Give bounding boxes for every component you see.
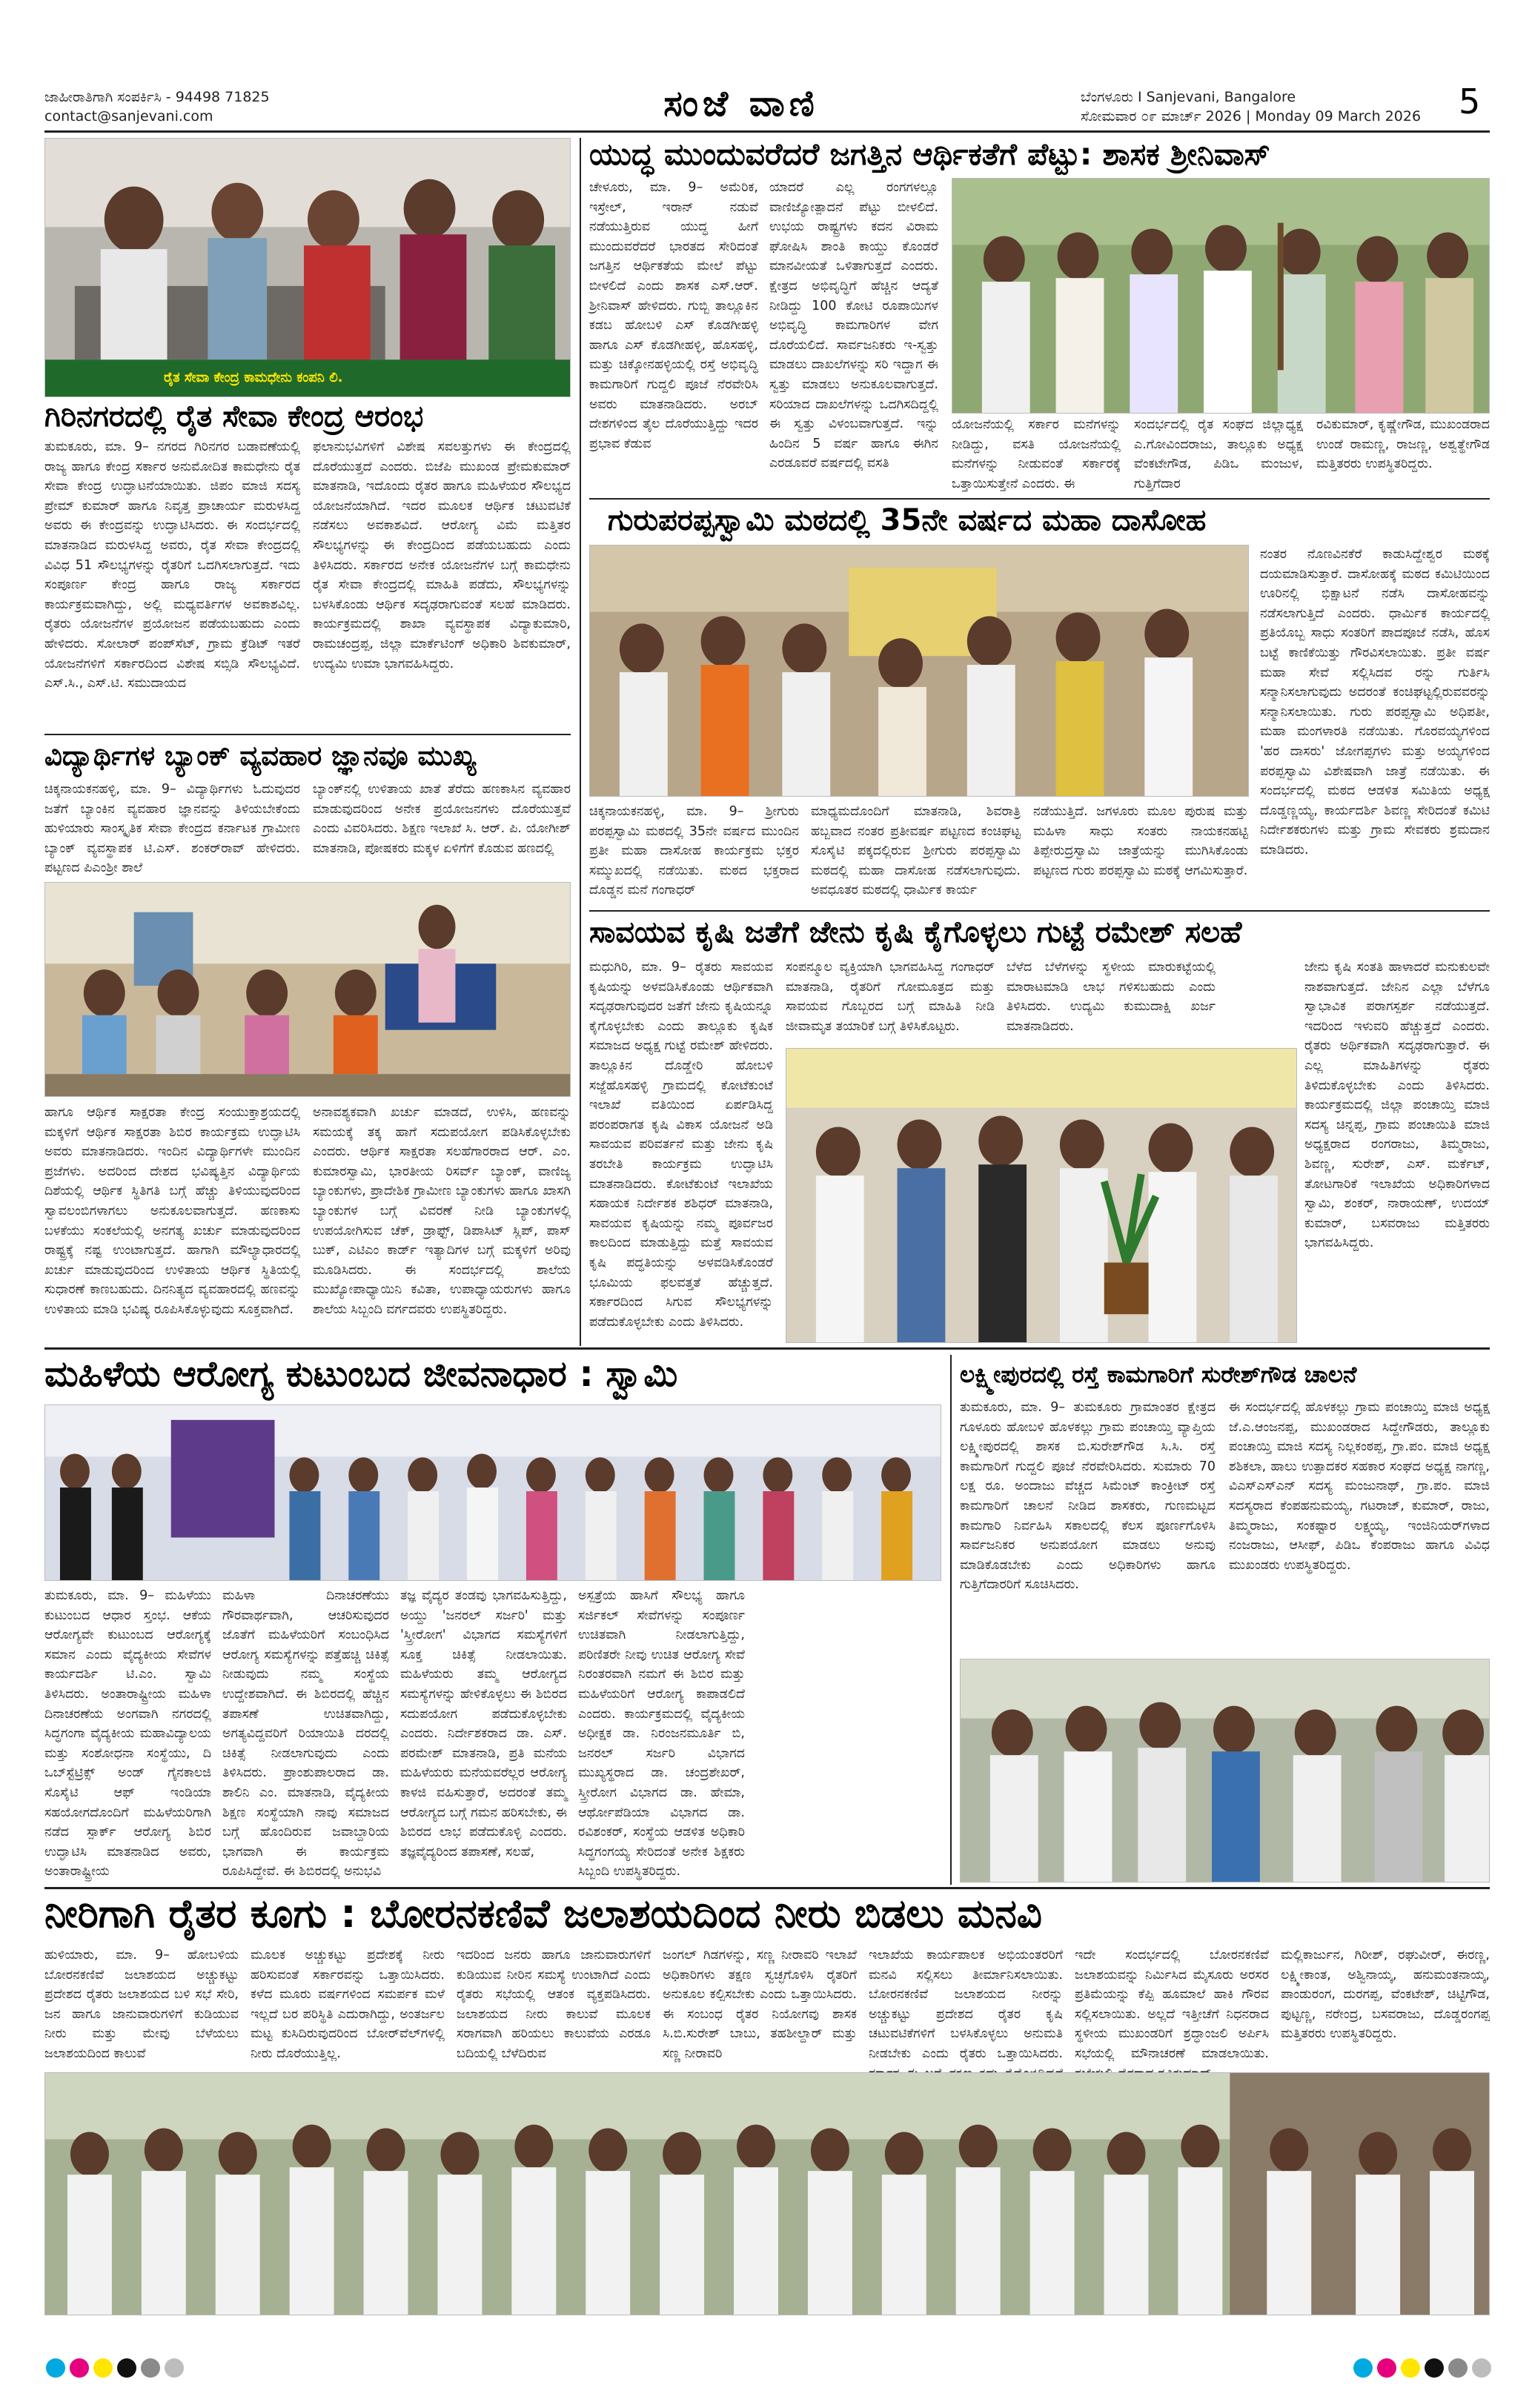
- a6-side-col-b: [756, 1586, 941, 1883]
- color-registration-right: [1353, 2358, 1496, 2381]
- banner-text: ರೈತ ಸೇವಾ ಕೇಂದ್ರ ಕಾಮಧೇನು ಕಂಪನಿ ಲಿ.: [164, 370, 343, 385]
- a1-col1: ಚೇಳೂರು, ಮಾ. 9– ಅಮೆರಿಕ, ಇಸ್ರೇಲ್, ಇರಾನ್ ನಡುವೆ ನಡೆಯುತ್ತಿರುವ ಯುದ್ಧ ಹೀಗೆ ಮುಂದುವರೆದರೆ ಭಾರತದ ಸೇರಿದಂತೆ ಜಗತ್ತಿನ ಆರ್ಥಿಕತೆಯ ಮೇಲೆ ಪೆಟ್ಟು ಬೀಳಲಿದೆ ಎಂದು ಶಾಸಕ ಎಸ್.ಆರ್. ಶ್ರೀನಿವಾಸ್ ಹೇಳಿದರು. ಗುಬ್ಬಿ ತಾಲ್ಲೂಕಿನ ಕಡಬ ಹೋಬಳಿ ಎಸ್ ಕೊಡಗೀಹಳ್ಳಿ ಹಾಗೂ ಎಸ್ ಕೊಡಗೀಹಳ್ಳಿ, ಹೊಸಹಳ್ಳಿ, ಮತ್ತು ಚಿಕ್ಕೋನಹಳ್ಳಿಯಲ್ಲಿ ರಸ್ತೆ ಅಭಿವೃದ್ಧಿ ಕಾಮಗಾರಿಗೆ ಗುದ್ದಲಿ ಪೂಜೆ ನೆರವೇರಿಸಿ ಅವರು ಮಾತನಾಡಿದರು. ಅರಬ್ ದೇಶಗಳಿಂದ ತೈಲ ದೊರೆಯುತ್ತಿದ್ದು ಇದರ ಪ್ರಭಾವ ಕೆಡುವ: [589, 180, 758, 451]
- rule-lower-column: [950, 1355, 952, 1885]
- a5-col1: ಮಧುಗಿರಿ, ಮಾ. 9– ರೈತರು ಸಾವಯವ ಕೃಷಿಯನ್ನು ಅಳವಡಿಸಿಕೊಂಡು ಆರ್ಥಿಕವಾಗಿ ಸದೃಢರಾಗುವುದರ ಜತೆಗೆ ಜೇನು ಕೃಷಿಯನ್ನೂ ಕೈಗೊಳ್ಳಬೇಕು ಎಂದು ತಾಲ್ಲೂಕು ಕೃಷಿಕ ಸಮಾಜದ ಅಧ್ಯಕ್ಷ ಗುಟ್ಟೆ ರಮೇಶ್ ಹೇಳಿದರು. ತಾಲ್ಲೂಕಿನ ದೊಡ್ಡೇರಿ ಹೋಬಳಿ ಸಜ್ಜೆಹೊಸಹಳ್ಳಿ ಗ್ರಾಮದಲ್ಲಿ ಕೋಟೆಕುಂಟೆ ಇಲಾಖೆ ವತಿಯಿಂದ ಏರ್ಪಡಿಸಿದ್ದ ಪರಂಪರಾಗತ ಕೃಷಿ ವಿಕಾಸ ಯೋಜನೆ ಅಡಿ ಸಾವಯವ ಪರಿವರ್ತನೆ ಮತ್ತು ಜೇನು ಕೃಷಿ ತರಬೇತಿ ಕಾರ್ಯಕ್ರಮ ಉದ್ಘಾಟಿಸಿ ಮಾತನಾಡಿದರು. ಕೋಟೆಕುಂಟೆ ಇಲಾಖೆಯ ಸಹಾಯಕ ನಿರ್ದೇಶಕ ಶಶಿಧರ್ ಮಾತನಾಡಿ, ಸಾವಯವ ಕೃಷಿಯನ್ನು ನಮ್ಮ ಪೂರ್ವಜರ ಕಾಲದಿಂದ ಮಾಡುತ್ತಿದ್ದು ಮತ್ತೆ ಸಾವಯವ ಕೃಷಿ ಪದ್ಧತಿಯನ್ನು ಅಳವಡಿಸಿಕೊಂಡರೆ ಭೂಮಿಯ ಫಲವತ್ತತೆ ಹೆಚ್ಚುತ್ತದೆ. ಸರ್ಕಾರದಿಂದ ಸಿಗುವ ಸೌಲಭ್ಯಗಳನ್ನು ಪಡೆದುಕೊಳ್ಳಬೇಕು ಎಂದು ತಿಳಿಸಿದರು.: [589, 960, 773, 1330]
- a8-col2: ಮೂಲಕ ಅಚ್ಚುಕಟ್ಟು ಪ್ರದೇಶಕ್ಕೆ ನೀರು ಹರಿಸುವಂತೆ ಸರ್ಕಾರವನ್ನು ಒತ್ತಾಯಿಸಿದರು. ಕಳೆದ ಮೂರು ವರ್ಷಗಳಿಂದ ಸಮರ್ಪಕ ಮಳೆ ಇಲ್ಲದೆ ಬರ ಪರಿಸ್ಥಿತಿ ಎದುರಾಗಿದ್ದು, ಅಂತರ್ಜಲ ಮಟ್ಟ ಕುಸಿದಿರುವುದರಿಂದ ಬೋರ್‌ವೆಲ್‌ಗಳಲ್ಲಿ ನೀರು ದೊರೆಯುತ್ತಿಲ್ಲ.: [251, 1948, 445, 2061]
- a3-col3: ನಡೆಯುತ್ತಿದೆ. ಜಗಳೂರು ಮೂಲ ಪುರುಷ ಮತ್ತು ಮಹಿಳಾ ಸಾಧು ಸಂತರು ನಾಯಕನಹಟ್ಟಿ ತಿಪ್ಪೇರುದ್ರಸ್ವಾಮಿ ಜಾತ್ರೆಯನ್ನು ಮುಗಿಸಿಕೊಂಡು ಪಟ್ಟಣದ ಗುರು ಪರಪ್ಪಸ್ವಾಮಿ ಮಠಕ್ಕೆ ಆಗಮಿಸುತ್ತಾರೆ.: [1033, 804, 1248, 878]
- headline-a4: ವಿದ್ಯಾರ್ಥಿಗಳ ಬ್ಯಾಂಕ್ ವ್ಯವಹಾರ ಜ್ಞಾನವೂ ಮುಖ್ಯ: [44, 740, 477, 772]
- a1-caption-col1: ಯೋಜನೆಯಲ್ಲಿ ಸರ್ಕಾರ ಮನೆಗಳನ್ನು ನೀಡಿದ್ದು, ವಸತಿ ಯೋಜನೆಯಲ್ಲಿ ಮನೆಗಳನ್ನು ನೀಡುವಂತೆ ಸರ್ಕಾರಕ್ಕೆ ಒತ್ತಾಯಿಸುತ್ತೇನೆ ಎಂದರು. ಈ: [952, 417, 1121, 491]
- a5-col3: ಬೆಳೆದ ಬೆಳೆಗಳನ್ನು ಸ್ಥಳೀಯ ಮಾರುಕಟ್ಟೆಯಲ್ಲಿ ಮಾರಾಟಮಾಡಿ ಲಾಭ ಗಳಿಸಬಹುದು ಎಂದು ತಿಳಿಸಿದರು. ಉದ್ಯಮಿ ಕುಮುದಾಕ್ಷಿ ಖರ್ಜ ಮಾತನಾಡಿದರು.: [1007, 960, 1216, 1034]
- a3-col1: ಚಿಕ್ಕನಾಯಕನಹಳ್ಳಿ, ಮಾ. 9– ಶ್ರೀಗುರು ಪರಪ್ಪಸ್ವಾಮಿ ಮಠದಲ್ಲಿ 35ನೇ ವರ್ಷದ ಮುಂದಿನ ಪ್ರತೀ ಮಹಾ ದಾಸೋಹ ಕಾರ್ಯಕ್ರಮ ಭಕ್ತರ ಸಮ್ಮುಖದಲ್ಲಿ ನಡೆಯಿತು. ಮಠದ ಭಕ್ತರಾದ ದೊಡ್ಡನ ಮನೆ ಗಂಗಾಧರ್: [589, 804, 799, 898]
- a6-col3: ತಜ್ಞ ವೈದ್ಯರ ತಂಡವು ಭಾಗವಹಿಸುತ್ತಿದ್ದು, ಅಯ್ದು 'ಜನರಲ್ ಸರ್ಜರಿ' ಮತ್ತು 'ಸ್ತ್ರೀರೋಗ' ವಿಭಾಗದ ಸಮಸ್ಯೆಗಳಿಗೆ ಸೂಕ್ತ ಚಿಕಿತ್ಸೆ ನೀಡಲಾಯಿತು. ಮಹಿಳೆಯರು ತಮ್ಮ ಆರೋಗ್ಯದ ಸಮಸ್ಯೆಗಳನ್ನು ಹೇಳಿಕೊಳ್ಳಲು ಈ ಶಿಬಿರದ ಸದುಪಯೋಗ ಪಡೆದುಕೊಳ್ಳಬೇಕು ಎಂದರು. ನಿರ್ದೇಶಕರಾದ ಡಾ. ಎಸ್. ಪರಮೇಶ್ ಮಾತನಾಡಿ, ಪ್ರತಿ ಮನೆಯ ಮಹಿಳೆಯರು ಮನೆಯವರೆಲ್ಲರ ಆರೋಗ್ಯ ಕಾಳಜಿ ವಹಿಸುತ್ತಾರೆ, ಅದರಂತೆ ತಮ್ಮ ಆರೋಗ್ಯದ ಬಗ್ಗೆ ಗಮನ ಹರಿಸಬೇಕು, ಈ ಶಿಬಿರದ ಲಾಭ ಪಡೆದುಕೊಳ್ಳಿ ಎಂದರು. ತಜ್ಞವೈದ್ಯರಿಂದ ತಪಾಸಣೆ, ಸಲಹೆ,: [400, 1588, 567, 1860]
- photo-farmers-gathering: [44, 2072, 1490, 2315]
- masthead: [0, 0, 1532, 130]
- a3-side-col: ನಂತರ ನೊಣವಿನಕೆರೆ ಕಾಡುಸಿದ್ದೇಶ್ವರ ಮಠಕ್ಕೆ ದಯಮಾಡಿಸುತ್ತಾರೆ. ದಾಸೋಹಕ್ಕೆ ಮಠದ ಕಮಿಟಿಯಿಂದ ಊರಿನಲ್ಲಿ ಭಿಕ್ಷಾಟನೆ ನಡೆಸಿ ದಾಸೋಹವನ್ನು ನಡೆಸಲಾಗುತ್ತಿದೆ ಎಂದರು. ಧಾರ್ಮಿಕ ಕಾರ್ಯದಲ್ಲಿ ಪ್ರತಿಯೊಬ್ಬ ಸಾಧು ಸಂತರಿಗೆ ಪಾದಪೂಜೆ ನಡೆಸಿ, ಹೊಸ ಬಟ್ಟೆ ಕಾಣಿಕೆಯಿತ್ತು ಗೌರವಿಸಲಾಯಿತು. ಪ್ರತೀ ವರ್ಷ ಮಹಾ ಸೇವೆ ಸಲ್ಲಿಸಿದವ ರನ್ನು ಗುರ್ತಿಸಿ ಸನ್ಮಾನಿಸಲಾಗುವುದು ಅದರಂತೆ ಕಂಚಿಘಟ್ಟಲ್ಲಿರುವವರನ್ನು ಸನ್ಮಾನಿಸಲಾಯಿತು. ಗುರು ಪರಪ್ಪಸ್ವಾಮಿ ಅಧಿಪತೀ, ಮಹಾ ಮಂಗಳಾರತಿ ನಡೆಯಿತು. ಗೊರವಯ್ಯಗಳಿಂದ 'ಹರ ದಾಸರು' ಜೋಗಪ್ಪಗಳು ಮತ್ತು ಅಯ್ಯಗಳಿಂದ ಪರಪ್ಪಸ್ವಾಮಿ ವಿಶೇಷವಾಗಿ ಜಾತ್ರೆ ನಡೆಯಿತು. ಈ ಸಂದರ್ಭದಲ್ಲಿ ಮಠದ ಆಡಳಿತ ಸಮಿತಿಯ ಅಧ್ಯಕ್ಷ ದೊಡ್ಡಣ್ಣಯ್ಯ, ಕಾರ್ಯದರ್ಶಿ ಶಿವಣ್ಣ ಸೇರಿದಂತೆ ಕಮಿಟಿ ನಿರ್ದೇಶಕರುಗಳು ಮತ್ತು ಗ್ರಾಮ ಸೇವಕರು ಶ್ರಮದಾನ ಮಾಡಿದರು.: [1260, 547, 1490, 858]
- a7-col1: ತುಮಕೂರು, ಮಾ. 9– ತುಮಕೂರು ಗ್ರಾಮಾಂತರ ಕ್ಷೇತ್ರದ ಗೂಳೂರು ಹೋಬಳಿ ಹೊಳಕಲ್ಲು ಗ್ರಾಮ ಪಂಚಾಯ್ತಿ ವ್ಯಾಪ್ತಿಯ ಲಕ್ಷ್ಮೀಪುರದಲ್ಲಿ ಶಾಸಕ ಬಿ.ಸುರೇಶ್‌ಗೌಡ ಸಿ.ಸಿ. ರಸ್ತೆ ಕಾಮಗಾರಿಗೆ ಗುದ್ದಲಿ ಪೂಜೆ ನೆರವೇರಿಸಿದರು. ಸುಮಾರು 70 ಲಕ್ಷ ರೂ. ಅಂದಾಜು ವೆಚ್ಚದ ಸಿಮೆಂಟ್ ಕಾಂಕ್ರೀಟ್ ರಸ್ತೆ ಕಾಮಗಾರಿಗೆ ಚಾಲನೆ ನೀಡಿದ ಶಾಸಕರು, ಗುಣಮಟ್ಟದ ಕಾಮಗಾರಿ ನಿರ್ವಹಿಸಿ ಸಕಾಲದಲ್ಲಿ ಕೆಲಸ ಪೂರ್ಣಗೊಳಿಸಿ ಸಾರ್ವಜನಿಕರ ಅನುಪಯೋಗ ಮಾಡಲು ಅನುವು ಮಾಡಿಕೊಡಬೇಕು ಎಂದು ಅಧಿಕಾರಿಗಳು ಹಾಗೂ ಗುತ್ತಿಗೆದಾರರಿಗೆ ಸೂಚಿಸಿದರು.: [960, 1400, 1216, 1593]
- a4-col4: ಅನಾವಶ್ಯಕವಾಗಿ ಖರ್ಚು ಮಾಡದೆ, ಉಳಿಸಿ, ಹಣವನ್ನು ಸಮಯಕ್ಕೆ ತಕ್ಕ ಹಾಗೆ ಸದುಪಯೋಗ ಪಡಿಸಿಕೊಳ್ಳಬೇಕು ಎಂದರು. ಆರ್ಥಿಕ ಸಾಕ್ಷರತಾ ಸಲಹೆಗಾರರಾದ ಆರ್. ಎಂ. ಕುಮಾರಸ್ವಾಮಿ, ಭಾರತೀಯ ರಿಸರ್ವ್ ಬ್ಯಾಂಕ್, ವಾಣಿಜ್ಯ ಬ್ಯಾಂಕುಗಳು, ಪ್ರಾದೇಶಿಕ ಗ್ರಾಮೀಣ ಬ್ಯಾಂಕುಗಳು ಹಾಗೂ ಖಾಸಗಿ ಬ್ಯಾಂಕುಗಳ ಬಗ್ಗೆ ವಿವರಣೆ ನೀಡಿ ಬ್ಯಾಂಕುಗಳಲ್ಲಿ ಉಪಯೋಗಿಸುವ ಚೆಕ್, ಡ್ರಾಫ್ಟ್, ಡಿಪಾಸಿಟ್ ಸ್ಲಿಪ್, ಪಾಸ್ ಬುಕ್, ಎಟಿಎಂ ಕಾರ್ಡ್ ಇತ್ಯಾದಿಗಳ ಬಗ್ಗೆ ಮಕ್ಕಳಿಗೆ ಅರಿವು ಮೂಡಿಸಿದರು. ಈ ಸಂದರ್ಭದಲ್ಲಿ ಶಾಲೆಯ ಮುಖ್ಯೋಪಾಧ್ಯಾಯಿನಿ ಕವಿತಾ, ಉಪಾಧ್ಯಾಯರುಗಳು ಹಾಗೂ ಶಾಲೆಯ ಸಿಬ್ಬಂದಿ ವರ್ಗದವರು ಉಪಸ್ಥಿತರಿದ್ದರು.: [313, 1105, 571, 1317]
- masthead-rule: [44, 130, 1490, 133]
- date-line: ಸೋಮವಾರ ೦೯ ಮಾರ್ಚ್ 2026 | Monday 09 March 2026: [1081, 108, 1422, 125]
- a5-col2: ಸಂಪನ್ಮೂಲ ವ್ಯಕ್ತಿಯಾಗಿ ಭಾಗವಹಿಸಿದ್ದ ಗಂಗಾಧರ್ ಮಾತನಾಡಿ, ರೈತರಿಗೆ ಗೋಮೂತ್ರದ ಮತ್ತು ಸಾವಯವ ಗೊಬ್ಬರದ ಬಗ್ಗೆ ಮಾಹಿತಿ ನೀಡಿ ಜೀವಾಮೃತ ತಯಾರಿಕೆ ಬಗ್ಗೆ ತಿಳಿಸಿಕೊಟ್ಟರು.: [786, 960, 995, 1034]
- photo-bank-awareness-class: [44, 882, 571, 1097]
- light-gray-dot: [1472, 2358, 1491, 2378]
- headline-a5: ಸಾವಯವ ಕೃಷಿ ಜತೆಗೆ ಜೇನು ಕೃಷಿ ಕೈಗೊಳ್ಳಲು ಗುಟ್ಟೆ ರಮೇಶ್ ಸಲಹೆ: [589, 915, 1242, 949]
- rule-a1-bottom: [589, 498, 1490, 500]
- a8-col5: ಇಲಾಖೆಯ ಕಾರ್ಯಪಾಲಕ ಅಭಿಯಂತರರಿಗೆ ಮನವಿ ಸಲ್ಲಿಸಲು ತೀರ್ಮಾನಿಸಲಾಯಿತು. ಬೋರನಕಣಿವೆ ಜಲಾಶಯದ ನೀರನ್ನು ಅಚ್ಚುಕಟ್ಟು ಪ್ರದೇಶದ ರೈತರ ಕೃಷಿ ಚಟುವಟಿಕೆಗಳಿಗೆ ಬಳಸಿಕೊಳ್ಳಲು ಅನುಮತಿ ನೀಡಬೇಕು ಎಂದು ರೈತರು ಒತ್ತಾಯಿಸಿದರು.: [869, 1948, 1063, 2061]
- cyan-dot: [1353, 2358, 1373, 2378]
- a2-col2: ಫಲಾನುಭವಿಗಳಿಗೆ ವಿಶೇಷ ಸವಲತ್ತುಗಳು ಈ ಕೇಂದ್ರದಲ್ಲಿ ದೊರೆಯುತ್ತದೆ ಎಂದರು. ಬಿಜೆಪಿ ಮುಖಂಡ ಪ್ರೇಮಕುಮಾರ್ ಮಾತನಾಡಿ, ಇದೊಂದು ರೈತರ ಹಾಗೂ ಮಹಿಳೆಯರ ಸೌಲಭ್ಯದ ಯೋಜನೆಯಾಗಿದೆ. ಇದರ ಮೂಲಕ ಆರ್ಥಿಕ ಚಟುವಟಿಕೆ ನಡೆಸಲು ಅವಕಾಶವಿದೆ. ಆರೋಗ್ಯ ವಿಮೆ ಮತ್ತಿತರ ಸೌಲಭ್ಯಗಳನ್ನು ಈ ಕೇಂದ್ರದಿಂದ ಪಡೆಯಬಹುದು ಎಂದು ತಿಳಿಸಿದರು. ಸರ್ಕಾರದ ಅನೇಕ ಯೋಜನೆಗಳ ಬಗ್ಗೆ ಕಾಮಧೇನು ರೈತ ಸೇವಾ ಕೇಂದ್ರದಲ್ಲಿ ಮಾಹಿತಿ ಪಡೆದು, ಸೌಲಭ್ಯಗಳನ್ನು ಬಳಸಿಕೊಂಡು ಆರ್ಥಿಕ ಸದೃಢರಾಗುವಂತೆ ಸಲಹೆ ಮಾಡಿದರು. ಕಾರ್ಯಕ್ರಮದಲ್ಲಿ ಶಾಖಾ ವ್ಯವಸ್ಥಾಪಕ ವಿದ್ಯಾಕುಮಾರಿ, ರಾಮಚಂದ್ರಪ್ಪ, ಜಿಲ್ಲಾ ಮಾರ್ಕೆಟಿಂಗ್ ಅಧಿಕಾರಿ ಶಿವಕುಮಾರ್, ಉದ್ಯಮಿ ಉಮಾ ಭಾಗವಹಿಸಿದ್ದರು.: [313, 440, 571, 671]
- a2-col1: ತುಮಕೂರು, ಮಾ. 9– ನಗರದ ಗಿರಿನಗರ ಬಡಾವಣೆಯಲ್ಲಿ ರಾಜ್ಯ ಹಾಗೂ ಕೇಂದ್ರ ಸರ್ಕಾರ ಅನುಮೋದಿತ ಕಾಮಧೇನು ರೈತ ಸೇವಾ ಕೇಂದ್ರ ಉದ್ಘಾಟನೆಯಾಯಿತು. ಜಿಪಂ ಮಾಜಿ ಸದಸ್ಯ ಪ್ರೇಮ್ ಕುಮಾರ್ ಹಾಗೂ ನಿವೃತ್ತ ಪ್ರಾಚಾರ್ಯ ಮರುಳಸಿದ್ದ ಅವರು ಈ ಕೇಂದ್ರವನ್ನು ಉದ್ಘಾಟಿಸಿದರು. ಈ ಸಂದರ್ಭದಲ್ಲಿ ಮಾತನಾಡಿದ ಮರುಳಸಿದ್ದ ಅವರು, ರೈತ ಸೇವಾ ಕೇಂದ್ರದಲ್ಲಿ ವಿವಿಧ 51 ಸೌಲಭ್ಯಗಳನ್ನು ರೈತರಿಗೆ ಒದಗಿಸಲಾಗುತ್ತದೆ. ಇದು ಸಂಪೂರ್ಣ ಕೇಂದ್ರ ಹಾಗೂ ರಾಜ್ಯ ಸರ್ಕಾರದ ಕಾರ್ಯಕ್ರಮವಾಗಿದ್ದು, ಅಲ್ಲಿ ಮಧ್ಯವರ್ತಿಗಳ ಅವಕಾಶವಿಲ್ಲ. ರೈತರು ಯೋಜನೆಗಳ ಪ್ರಯೋಜನ ಪಡೆಯಬಹುದು ಎಂದು ಹೇಳಿದರು. ಸೋಲಾರ್ ಪಂಪ್‌ಸೆಟ್, ಗ್ರಾಮ ಕ್ರೆಡಿಟ್ ಇತರೆ ಯೋಜನೆಗಳಿಗೆ ಸರ್ಕಾರದಿಂದ ವಿಶೇಷ ಸಬ್ಸಿಡಿ ಸೌಲಭ್ಯವಿದೆ. ಎಸ್.ಸಿ., ಎಸ್.ಟಿ. ಸಮುದಾಯದ: [44, 440, 300, 691]
- photo-road-work-pooja: [960, 1659, 1490, 1883]
- a4-col1: ಚಿಕ್ಕನಾಯಕನಹಳ್ಳಿ, ಮಾ. 9– ವಿದ್ಯಾರ್ಥಿಗಳು ಓದುವುದರ ಜತೆಗೆ ಬ್ಯಾಂಕಿನ ವ್ಯವಹಾರ ಜ್ಞಾನವನ್ನು ತಿಳಿಯಬೇಕೆಂದು ಹುಳಿಯಾರು ಸಾಂಸ್ಕೃತಿಕ ಸೇವಾ ಕೇಂದ್ರದ ಕರ್ನಾಟಕ ಗ್ರಾಮೀಣ ಬ್ಯಾಂಕ್ ವ್ಯವಸ್ಥಾಪಕ ಟಿ.ಎಸ್. ಶಂಕರ್‌ರಾವ್ ಹೇಳಿದರು. ಪಟ್ಟಣದ ಪಿಎಂಶ್ರೀ ಶಾಲೆ: [44, 782, 300, 876]
- a8-col3: ಇದರಿಂದ ಜನರು ಹಾಗೂ ಜಾನುವಾರುಗಳಿಗೆ ಕುಡಿಯುವ ನೀರಿನ ಸಮಸ್ಯೆ ಉಂಟಾಗಿದೆ ಎಂದು ರೈತರು ಸಭೆಯಲ್ಲಿ ಆತಂಕ ವ್ಯಕ್ತಪಡಿಸಿದರು. ಜಲಾಶಯದ ನೀರು ಕಾಲುವೆ ಮೂಲಕ ಸರಾಗವಾಗಿ ಹರಿಯಲು ಕಾಲುವೆಯ ಎರಡೂ ಬದಿಯಲ್ಲಿ ಬೆಳೆದಿರುವ: [457, 1948, 651, 2061]
- a8-col1: ಹುಳಿಯಾರು, ಮಾ. 9– ಹೋಬಳಿಯ ಬೋರನಕಣಿವೆ ಜಲಾಶಯದ ಅಚ್ಚುಕಟ್ಟು ಪ್ರದೇಶದ ರೈತರು ಜಲಾಶಯದ ಬಳಿ ಸಭೆ ಸೇರಿ, ಜನ ಹಾಗೂ ಜಾನುವಾರುಗಳಿಗೆ ಕುಡಿಯುವ ನೀರು ಮತ್ತು ಮೇವು ಬೆಳೆಯಲು ಜಲಾಶಯದಿಂದ ಕಾಲುವೆ: [44, 1948, 239, 2061]
- gray-dot: [1448, 2358, 1468, 2378]
- photo-plant-handover: [786, 1048, 1297, 1343]
- a1-col2: ಯಾದರೆ ಎಲ್ಲ ರಂಗಗಳಲ್ಲೂ ವಾಣಿಜ್ಯೋತ್ಪಾದನೆ ಪೆಟ್ಟು ಬೀಳಲಿದೆ. ಉಭಯ ರಾಷ್ಟ್ರಗಳು ಕದನ ವಿರಾಮ ಘೋಷಿಸಿ ಶಾಂತಿ ಕಾಯ್ದು ಕೊಂಡರೆ ಮಾನವೀಯತೆ ಒಳಿತಾಗುತ್ತದೆ ಎಂದರು. ಕ್ಷೇತ್ರದ ಅಭಿವೃದ್ಧಿಗೆ ಹೆಚ್ಚಿನ ಆದ್ಯತೆ ನೀಡಿದ್ದು 100 ಕೋಟಿ ರೂಪಾಯಿಗಳ ಅಭಿವೃದ್ಧಿ ಕಾಮಗಾರಿಗಳ ವೇಗ ದೊರೆಯಲಿದೆ. ಸಾರ್ವಜನಿಕರು ಇ-ಸ್ವತ್ತು ಮಾಡಲು ದಾಖಲೆಗಳನ್ನು ಸರಿ ಇದ್ದಾಗ ಈ ಸ್ವತ್ತು ಮಾಡಲು ಅನುಕೂಲವಾಗುತ್ತದೆ. ಸರಿಯಾದ ದಾಖಲೆಗಳನ್ನು ಒದಗಿಸದಿದ್ದಲ್ಲಿ ಈ ಸ್ವತ್ತು ವಿಳಂಬವಾಗುತ್ತದೆ. ಇನ್ನು ಹಿಂದಿನ 5 ವರ್ಷ ಹಾಗೂ ಈಗಿನ ಎರಡೂವರೆ ವರ್ಷದಲ್ಲಿ ವಸತಿ: [769, 180, 938, 471]
- rule-lower-page: [44, 1887, 1490, 1889]
- headline-a7: ಲಕ್ಷ್ಮೀಪುರದಲ್ಲಿ ರಸ್ತೆ ಕಾಮಗಾರಿಗೆ ಸುರೇಶ್‌ಗೌಡ ಚಾಲನೆ: [960, 1361, 1357, 1388]
- contact-email: contact@sanjevani.com: [44, 108, 213, 125]
- color-registration-left: [46, 2358, 188, 2381]
- a4-col2: ಬ್ಯಾಂಕ್‌ನಲ್ಲಿ ಉಳಿತಾಯ ಖಾತೆ ತೆರೆದು ಹಣಕಾಸಿನ ವ್ಯವಹಾರ ಮಾಡುವುದರಿಂದ ಅನೇಕ ಪ್ರಯೋಜನಗಳು ದೊರೆಯುತ್ತವೆ ಎಂದು ವಿವರಿಸಿದರು. ಶಿಕ್ಷಣ ಇಲಾಖೆ ಸಿ. ಆರ್. ಪಿ. ಯೋಗೀಶ್ ಮಾತನಾಡಿ, ಪೋಷಕರು ಮಕ್ಕಳ ಏಳಿಗೆಗೆ ಕೊಡುವ ಹಣದಲ್ಲಿ: [313, 782, 571, 856]
- contact-phone: ಜಾಹೀರಾತಿಗಾಗಿ ಸಂಪರ್ಕಿಸಿ - 94498 71825: [44, 89, 270, 105]
- headline-a1: ಯುದ್ಧ ಮುಂದುವರೆದರೆ ಜಗತ್ತಿನ ಆರ್ಥಿಕತೆಗೆ ಪೆಟ್ಟು: ಶಾಸಕ ಶ್ರೀನಿವಾಸ್: [589, 136, 1270, 172]
- a6-side-col: ಅಸ್ಪತ್ರೆಯ ಹಾಸಿಗೆ ಸೌಲಭ್ಯ ಹಾಗೂ ಸರ್ಜಿಕಲ್ ಸೇವೆಗಳನ್ನು ಸಂಪೂರ್ಣ ಉಚಿತವಾಗಿ ನೀಡಲಾಗುತ್ತಿದ್ದು, ಪರಿಣಿತರೇ ನೀವು ಉಚಿತ ಆರೋಗ್ಯ ಸೇವೆ ನಿರಂತರವಾಗಿ ನಮಗೆ ಈ ಶಿಬಿರ ಮತ್ತು ಮಹಿಳೆಯರಿಗೆ ಆರೋಗ್ಯ ಕಾಪಾಡಲಿದೆ ಎಂದರು. ಕಾರ್ಯಕ್ರಮದಲ್ಲಿ ವೈದ್ಯಕೀಯ ಅಧೀಕ್ಷಕ ಡಾ. ನಿರಂಜನಮೂರ್ತಿ ಬಿ, ಜನರಲ್ ಸರ್ಜರಿ ವಿಭಾಗದ ಮುಖ್ಯಸ್ಥರಾದ ಡಾ. ಚಂದ್ರಶೇಖರ್, ಸ್ತ್ರೀರೋಗ ವಿಭಾಗದ ಡಾ. ಹೇಮಾ, ಆರ್ಥೋಪೆಡಿಯಾ ವಿಭಾಗದ ಡಾ. ರವಿಶಂಕರ್, ಸಂಸ್ಥೆಯ ಆಡಳಿತ ಅಧಿಕಾರಿ ಸಿದ್ಧಗಂಗಯ್ಯ ಸೇರಿದಂತೆ ಅನೇಕ ಶಿಕ್ಷಕರು ಸಿಬ್ಬಂದಿ ಉಪಸ್ಥಿತರಿದ್ದರು.: [578, 1588, 745, 1880]
- a6-col1: ತುಮಕೂರು, ಮಾ. 9– ಮಹಿಳೆಯು ಕುಟುಂಬದ ಆಧಾರ ಸ್ತಂಭ. ಆಕೆಯ ಆರೋಗ್ಯವೇ ಕುಟುಂಬದ ಆರೋಗ್ಯಕ್ಕೆ ಸಮಾನ ಎಂದು ವೈದ್ಯಕೀಯ ಸೇವೆಗಳ ಕಾರ್ಯದರ್ಶಿ ಟಿ.ಎಂ. ಸ್ವಾಮಿ ತಿಳಿಸಿದರು. ಅಂತಾರಾಷ್ಟ್ರೀಯ ಮಹಿಳಾ ದಿನಾಚರಣೆಯ ಅಂಗವಾಗಿ ನಗರದಲ್ಲಿ ಸಿದ್ಧಗಂಗಾ ವೈದ್ಯಕೀಯ ಮಹಾವಿದ್ಯಾಲಯ ಮತ್ತು ಸಂಶೋಧನಾ ಸಂಸ್ಥೆಯು, ದಿ ಒಬ್‌ಸ್ಟೆಟ್ರಿಕ್ಸ್ ಅಂಡ್ ಗೈನಕಾಲಜಿ ಸೊಸೈಟಿ ಆಫ್ ಇಂಡಿಯಾ ಸಹಯೋಗದೊಂದಿಗೆ ಮಹಿಳೆಯರಿಗಾಗಿ ನಡೆದ ಸ್ಪಾರ್ಕ್ ಆರೋಗ್ಯ ಶಿಬಿರ ಉದ್ಘಾಟಿಸಿ ಮಾತನಾಡಿದ ಅವರು, ಅಂತಾರಾಷ್ಟ್ರೀಯ: [44, 1588, 211, 1880]
- newspaper-logo: ಸಂಜೆ ವಾಣಿ: [663, 83, 819, 125]
- headline-a2: ಗಿರಿನಗರದಲ್ಲಿ ರೈತ ಸೇವಾ ಕೇಂದ್ರ ಆರಂಭ: [44, 399, 424, 434]
- a6-col2: ಮಹಿಳಾ ದಿನಾಚರಣೆಯು ಗೌರವಾರ್ಥವಾಗಿ, ಆಚರಿಸುವುದರ ಜೊತೆಗೆ ಮಹಿಳೆಯರಿಗೆ ಸಂಬಂಧಿಸಿದ ಆರೋಗ್ಯ ಸಮಸ್ಯೆಗಳನ್ನು ಪತ್ತೆಹಚ್ಚಿ ಚಿಕಿತ್ಸೆ ನೀಡುವುದು ನಮ್ಮ ಸಂಸ್ಥೆಯ ಉದ್ದೇಶವಾಗಿದೆ. ಈ ಶಿಬಿರದಲ್ಲಿ ಹೆಚ್ಚಿನ ತಪಾಸಣೆ ಉಚಿತವಾಗಿದ್ದು, ಅಗತ್ಯವಿದ್ದವರಿಗೆ ರಿಯಾಯಿತಿ ದರದಲ್ಲಿ ಚಿಕಿತ್ಸೆ ನೀಡಲಾಗುವುದು ಎಂದು ತಿಳಿಸಿದರು. ಪ್ರಾಂಶುಪಾಲರಾದ ಡಾ. ಶಾಲಿನಿ ಎಂ. ಮಾತನಾಡಿ, ವೈದ್ಯಕೀಯ ಶಿಕ್ಷಣ ಸಂಸ್ಥೆಯಾಗಿ ನಾವು ಸಮಾಜದ ಬಗ್ಗೆ ಹೊಂದಿರುವ ಜವಾಬ್ದಾರಿಯ ಭಾಗವಾಗಿ ಈ ಕಾರ್ಯಕ್ರಮ ರೂಪಿಸಿದ್ದೇವೆ. ಈ ಶಿಬಿರದಲ್ಲಿ ಅನುಭವಿ: [222, 1588, 389, 1880]
- a1-caption-col3: ರವಿಕುಮಾರ್, ಕೃಷ್ಣೇಗೌಡ, ಮುಖಂಡರಾದ ಉಂಡೆ ರಾಮಣ್ಣ, ರಾಜಣ್ಣ, ಅಶ್ವತ್ಥೇಗೌಡ ಮತ್ತಿತರರು ಉಪಸ್ಥಿತರಿದ್ದರು.: [1316, 417, 1490, 472]
- magenta-dot: [70, 2358, 89, 2378]
- rule-mid-page: [44, 1347, 1490, 1350]
- yellow-dot: [1401, 2358, 1420, 2378]
- photo-mla-road-pooja: [952, 178, 1490, 414]
- magenta-dot: [1377, 2358, 1396, 2378]
- black-dot: [1425, 2358, 1444, 2378]
- rule-left-column: [580, 138, 581, 1346]
- photo-mutt-dasoha: [589, 545, 1249, 797]
- rule-a2-bottom: [44, 734, 571, 735]
- a8-col7: ಮಲ್ಲಿಕಾರ್ಜುನ, ಗಿರೀಶ್, ರಘುವೀರ್, ಈರಣ್ಣ, ಲಕ್ಷ್ಮೀಕಾಂತ, ಅಶ್ವಿನಾಯ್ಕ, ಹನುಮಂತನಾಯ್ಕ, ಪಾಂಡುರಂಗ, ದುರಗಪ್ಪ, ವೆಂಕಟೇಶ್, ಚಿಟ್ಟಿಗೌಡ, ಪುಟ್ಟಣ್ಣ, ನರೇಂದ್ರ, ಬಸವರಾಜು, ದೊಡ್ಡರಂಗಪ್ಪ ಮತ್ತಿತರರು ಉಪಸ್ಥಿತರಿದ್ದರು.: [1281, 1948, 1490, 2042]
- headline-a6: ಮಹಿಳೆಯ ಆರೋಗ್ಯ ಕುಟುಂಬದ ಜೀವನಾಧಾರ : ಸ್ವಾಮಿ: [44, 1353, 678, 1395]
- page-number: 5: [1459, 82, 1481, 122]
- headline-a8: ನೀರಿಗಾಗಿ ರೈತರ ಕೂಗು : ಬೋರನಕಣಿವೆ ಜಲಾಶಯದಿಂದ ನೀರು ಬಿಡಲು ಮನವಿ: [44, 1891, 1042, 1937]
- gray-dot: [141, 2358, 160, 2378]
- a5-side-col: ಜೇನು ಕೃಷಿ ಸಂತತಿ ಹಾಳಾದರೆ ಮನುಕುಲವೇ ನಾಶವಾಗುತ್ತದೆ. ಜೇನಿನ ಎಲ್ಲಾ ಬೆಳೆಗೂ ಸ್ವಾಭಾವಿಕ ಪರಾಗಸ್ಪರ್ಶ ನಡೆಯುತ್ತದೆ. ಇದರಿಂದ ಇಳುವರಿ ಹೆಚ್ಚುತ್ತದೆ ಎಂದರು. ರೈತರು ಅರ್ಥಿಕವಾಗಿ ಸದೃಢರಾಗುತ್ತಾರೆ. ಈ ಎಲ್ಲ ಮಾಹಿತಿಗಳನ್ನು ರೈತರು ತಿಳಿದುಕೊಳ್ಳಬೇಕು ಎಂದು ತಿಳಿಸಿದರು. ಕಾರ್ಯಕ್ರಮದಲ್ಲಿ ಜಿಲ್ಲಾ ಪಂಚಾಯ್ತಿ ಮಾಜಿ ಸದಸ್ಯ ಚಿನ್ನಪ್ಪ, ಗ್ರಾಮ ಪಂಚಾಯಿತಿ ಮಾಜಿ ಅಧ್ಯಕ್ಷರಾದ ರಂಗರಾಜು, ತಿಮ್ಮರಾಜು, ಶಿವಣ್ಣ, ಸುರೇಶ್, ಎಸ್. ಮರ್ಕೆಟ್, ತೋಟಗಾರಿಕೆ ಇಲಾಖೆಯ ಅಧಿಕಾರಿಗಳಾದ ಸ್ವಾಮಿ, ಶಂಕರ್, ನಾರಾಯಣ್, ಉದಯ್ ಕುಮಾರ್, ಬಸವರಾಜು ಮತ್ತಿತರರು ಭಾಗವಹಿಸಿದ್ದರು.: [1304, 960, 1490, 1251]
- city-line: ಬೆಂಗಳೂರು I Sanjevani, Bangalore: [1081, 89, 1296, 105]
- a1-caption-col2: ಸಂದರ್ಭದಲ್ಲಿ ರೈತ ಸಂಘದ ಜಿಲ್ಲಾಧ್ಯಕ್ಷ ಎ.ಗೋವಿಂದರಾಜು, ತಾಲ್ಲೂಕು ಅಧ್ಯಕ್ಷ ವೆಂಕಟೇಗೌಡ, ಪಿಡಿಒ ಮಂಜುಳ, ಗುತ್ತಿಗೆದಾರ: [1134, 417, 1303, 491]
- a3-col2: ಮಾಧ್ಯಮದೊಂದಿಗೆ ಮಾತನಾಡಿ, ಶಿವರಾತ್ರಿ ಹಬ್ಬವಾದ ನಂತರ ಪ್ರತೀವರ್ಷ ಪಟ್ಟಣದ ಕಂಚಿಘಟ್ಟ ಸೊಸೈಟಿ ಪಕ್ಕದಲ್ಲಿರುವ ಶ್ರೀಗುರು ಪರಪ್ಪಸ್ವಾಮಿ ಮಠದಲ್ಲಿ ಮಹಾ ದಾಸೋಹ ನಡೆಸಲಾಗುವುದು. ಅವಧೂತರ ಮಠದಲ್ಲಿ ಧಾರ್ಮಿಕ ಕಾರ್ಯ: [811, 804, 1021, 898]
- a4-col3: ಹಾಗೂ ಆರ್ಥಿಕ ಸಾಕ್ಷರತಾ ಕೇಂದ್ರ ಸಂಯುಕ್ತಾಶ್ರಯದಲ್ಲಿ ಮಕ್ಕಳಿಗೆ ಆರ್ಥಿಕ ಸಾಕ್ಷರತಾ ಶಿಬಿರ ಕಾರ್ಯಕ್ರಮ ಉದ್ಘಾಟಿಸಿ ಅವರು ಮಾತನಾಡಿದರು. ಇಂದಿನ ವಿದ್ಯಾರ್ಥಿಗಳೇ ಮುಂದಿನ ಪ್ರಜೆಗಳು. ಅದರಿಂದ ದೇಶದ ಭವಿಷ್ಯತ್ತಿನ ವಿದ್ಯಾರ್ಥಿಯ ದಿಶೆಯಲ್ಲಿ ಆರ್ಥಿಕ ಸ್ಥಿತಿಗತಿ ಬಗ್ಗೆ ಹೆಚ್ಚು ತಿಳಿಯುವುದರಿಂದ ಸ್ವಾವಲಂಬಿಗಳಾಗಲು ಅನುಕೂಲವಾಗುತ್ತದೆ. ಹಣಕಾಸು ಬಳಕೆಯು ಸಂಕಲೆಯಲ್ಲಿ ಅನಗತ್ಯ ಖರ್ಚು ಮಾಡುವುದರಿಂದ ರಾಷ್ಟ್ರಕ್ಕೆ ನಷ್ಟ ಉಂಟಾಗುತ್ತದೆ. ಹಾಗಾಗಿ ಮೌಲ್ಯಾಧಾರದಲ್ಲಿ ಖರ್ಚು ಮಾಡುವುದರಿಂದ ಉಳಿತಾಯ ಆರ್ಥಿಕ ಸ್ಥಿತಿಯಲ್ಲಿ ಸುಧಾರಣೆ ಕಾಣಬಹುದು. ದಿನನಿತ್ಯದ ವ್ಯವಹಾರದಲ್ಲಿ ಹಣವನ್ನು ಉಳಿತಾಯ ಮಾಡಿ ಭವಿಷ್ಯ ರೂಪಿಸಿಕೊಳ್ಳುವುದು ಸೂಕ್ತವಾಗಿದೆ.: [44, 1105, 300, 1317]
- photo-raitha-seva-inauguration: [44, 138, 571, 397]
- a7-col2: ಈ ಸಂದರ್ಭದಲ್ಲಿ ಹೊಳಕಲ್ಲು ಗ್ರಾಮ ಪಂಚಾಯ್ತಿ ಮಾಜಿ ಅಧ್ಯಕ್ಷ ಜೆ.ಎ.ಆಂಜನಪ್ಪ, ಮುಖಂಡರಾದ ಸಿದ್ದೇಗೌಡರು, ತಾಲ್ಲೂಕು ಪಂಚಾಯ್ತಿ ಮಾಜಿ ಸದಸ್ಯ ನಿಲ್ಲಕಂಠಪ್ಪ, ಗ್ರಾ.ಪಂ. ಮಾಜಿ ಅಧ್ಯಕ್ಷ ಶಶಿಕಲಾ, ಹಾಲು ಉತ್ಪಾದಕರ ಸಹಕಾರ ಸಂಘದ ಅಧ್ಯಕ್ಷ ನಾಗಣ್ಣ, ವಿಎಸ್ಎಸ್ಎನ್ ಸದಸ್ಯ ಮಂಜುನಾಥ್, ಗ್ರಾ.ಪಂ. ಮಾಜಿ ಸದಸ್ಯರಾದ ಕೆಂಪಹನುಮಯ್ಯ, ಗಟರಾಜ್, ಕುಮಾರ್, ರಾಜು, ತಿಮ್ಮರಾಜು, ಸಂಕಷ್ಟಾರ ಲಕ್ಷ್ಮಯ್ಯ, ಇಂಜಿನಿಯರ್‌ಗಳಾದ ನಂಜರಾಜು, ಆಸೀಫ್, ಪಿಡಿಒ ಕೆಂಪರಾಜು ಹಾಗೂ ವಿವಿಧ ಮುಖಂಡರು ಉಪಸ್ಥಿತರಿದ್ದರು.: [1229, 1400, 1490, 1573]
- headline-a3: ಗುರುಪರಪ್ಪಸ್ವಾಮಿ ಮಠದಲ್ಲಿ 35ನೇ ವರ್ಷದ ಮಹಾ ದಾಸೋಹ: [608, 503, 1207, 537]
- cyan-dot: [46, 2358, 65, 2378]
- a8-col4: ಜಂಗಲ್ ಗಿಡಗಳನ್ನು, ಸಣ್ಣ ನೀರಾವರಿ ಇಲಾಖೆ ಅಧಿಕಾರಿಗಳು ತಕ್ಷಣ ಸ್ವಚ್ಛಗೊಳಿಸಿ ರೈತರಿಗೆ ಅನುಕೂಲ ಕಲ್ಪಿಸಬೇಕು ಎಂದು ಒತ್ತಾಯಿಸಿದರು. ಈ ಸಂಬಂಧ ರೈತರ ನಿಯೋಗವು ಶಾಸಕ ಸಿ.ಬಿ.ಸುರೇಶ್ ಬಾಬು, ತಹಶೀಲ್ದಾರ್ ಮತ್ತು ಸಣ್ಣ ನೀರಾವರಿ: [663, 1948, 857, 2061]
- rule-a3-bottom: [589, 910, 1490, 912]
- photo-health-camp-group: [44, 1404, 941, 1581]
- yellow-dot: [93, 2358, 113, 2378]
- black-dot: [117, 2358, 136, 2378]
- a8-col6: ಇದೇ ಸಂದರ್ಭದಲ್ಲಿ ಬೋರನಕಣಿವೆ ಜಲಾಶಯವನ್ನು ನಿರ್ಮಿಸಿದ ಮೈಸೂರು ಅರಸರ ಪ್ರತಿಮೆಯನ್ನು ಕೆಪ್ಪಿ ಹೂಮಾಲೆ ಹಾಕಿ ಗೌರವ ಸಲ್ಲಿಸಲಾಯಿತು. ಅಲ್ಲದೆ ಇತ್ತೀಚೆಗೆ ನಿಧನರಾದ ಸ್ಥಳೀಯ ಮುಖಂಡರಿಗೆ ಶ್ರದ್ಧಾಂಜಲಿ ಅರ್ಪಿಸಿ ಸಭೆಯಲ್ಲಿ ಮೌನಾಚರಣೆ ಮಾಡಲಾಯಿತು.: [1075, 1948, 1269, 2061]
- light-gray-dot: [165, 2358, 184, 2378]
